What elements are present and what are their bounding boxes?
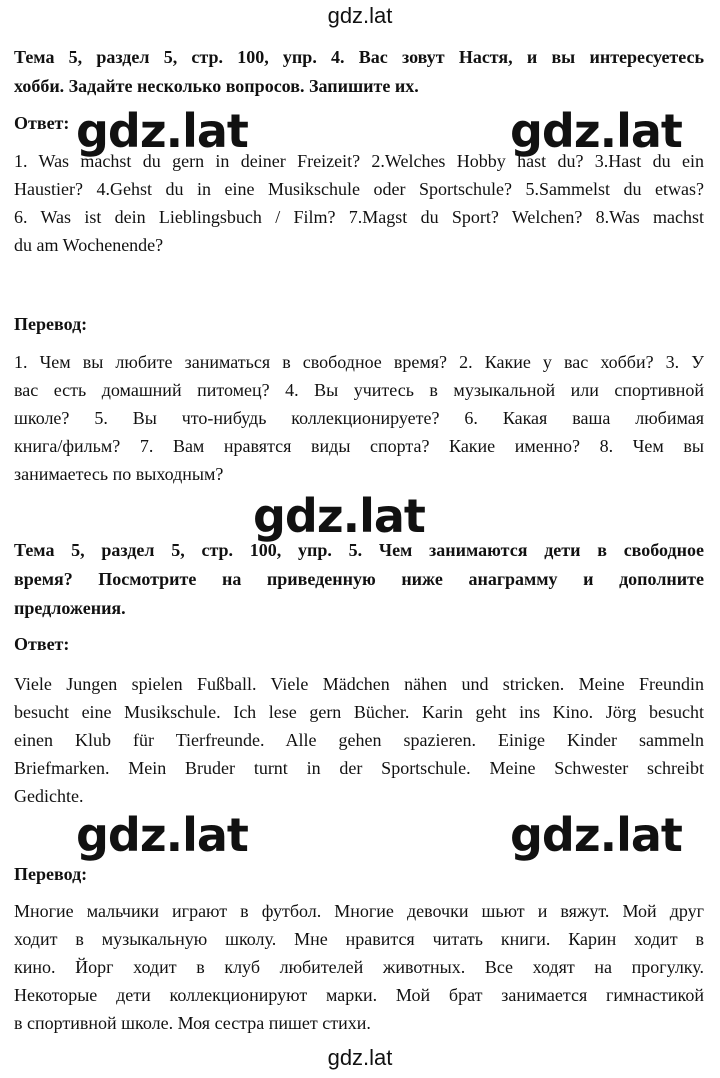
translation-2-line: ходит в музыкальную школу. Мне нравится читать книги. Карин ходит в [14,929,704,949]
task-heading-1 [14,43,704,101]
watermark-big: gdz.lat [76,104,248,158]
task-2-line: время? Посмотрите на приведенную ниже анаграмму и дополните [14,569,704,589]
answer-2-line: einen Klub für Tierfreunde. Alle gehen spazieren. Einige Kinder sammeln [14,730,704,750]
translation-1-line: книга/фильм? 7. Вам нравятся виды спорта? Какие именно? 8. Чем вы [14,436,704,456]
watermark-bottom: gdz.lat [327,1045,393,1070]
watermark-big: gdz.lat [510,808,682,862]
task-1-line: хобби. Задайте несколько вопросов. Запишите их. [14,76,419,96]
translation-2-line: в спортивной школе. Моя сестра пишет стихи. [14,1013,371,1033]
watermark-top: gdz.lat [327,3,393,28]
watermark-big: gdz.lat [253,489,425,543]
answer-text-2 [14,670,704,810]
translation-label-2: Перевод: [14,864,88,884]
answer-label-1: Ответ: [14,113,70,133]
watermark-big: gdz.lat [76,808,248,862]
translation-2-line: Некоторые дети коллекционируют марки. Мой брат занимается гимнастикой [14,985,704,1005]
answer-2-line: Gedichte. [14,786,84,806]
translation-2-line: кино. Йорг ходит в клуб любителей животных. Все ходят на прогулку. [14,957,704,977]
translation-text-1 [14,348,704,488]
answer-label-2: Ответ: [14,634,70,654]
task-1-line: Тема 5, раздел 5, стр. 100, упр. 4. Вас зовут Настя, и вы интересуетесь [14,47,704,67]
answer-1-line: du am Wochenende? [14,235,164,255]
task-2-line: предложения. [14,598,126,618]
translation-1-line: вас есть домашний питомец? 4. Вы учитесь в музыкальной или спортивной [14,380,704,400]
answer-1-line: Haustier? 4.Gehst du in eine Musikschule oder Sportschule? 5.Sammelst du etwas? [14,179,704,199]
answer-1-line: 1. Was machst du gern in deiner Freizeit? 2.Welches Hobby hast du? 3.Hast du ein [14,151,704,171]
translation-1-line: занимаетесь по выходным? [14,464,224,484]
translation-2-line: Многие мальчики играют в футбол. Многие девочки шьют и вяжут. Мой друг [14,901,704,921]
translation-1-line: школе? 5. Вы что-нибудь коллекционируете? 6. Какая ваша любимая [14,408,704,428]
answer-2-line: Viele Jungen spielen Fußball. Viele Mädchen nähen und stricken. Meine Freundin [14,674,704,694]
translation-text-2 [14,897,704,1037]
translation-label-1: Перевод: [14,314,88,334]
watermark-big: gdz.lat [510,104,682,158]
task-2-line: Тема 5, раздел 5, стр. 100, упр. 5. Чем занимаются дети в свободное [14,540,704,560]
answer-2-line: besucht eine Musikschule. Ich lese gern Bücher. Karin geht ins Kino. Jörg besucht [14,702,704,722]
answer-2-line: Briefmarken. Mein Bruder turnt in der Sportschule. Meine Schwester schreibt [14,758,704,778]
task-heading-2 [14,536,704,623]
translation-1-line: 1. Чем вы любите заниматься в свободное время? 2. Какие у вас хобби? 3. У [14,352,704,372]
answer-text-1 [14,147,704,259]
answer-1-line: 6. Was ist dein Lieblingsbuch / Film? 7.Magst du Sport? Welchen? 8.Was machst [14,207,704,227]
